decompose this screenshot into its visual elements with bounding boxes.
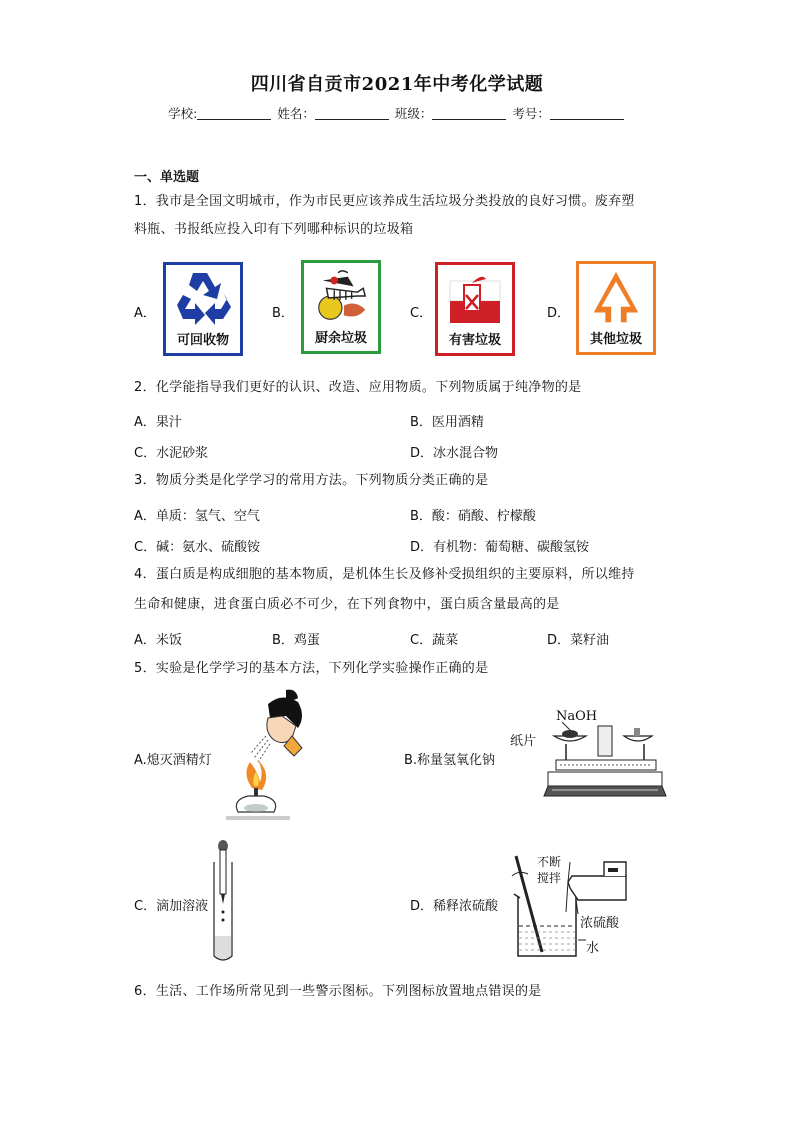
option-a-letter: A． — [134, 306, 156, 321]
q2-option-b[interactable]: B．医用酒精 — [410, 415, 484, 430]
q2-option-a[interactable]: A．果汁 — [134, 415, 182, 430]
question-4-line1: 4．蛋白质是构成细胞的基本物质，是机体生长及修补受损组织的主要原料，所以维持 — [134, 567, 635, 582]
option-c-letter: C． — [410, 306, 433, 321]
q3-option-a[interactable]: A．单质：氢气、空气 — [134, 509, 260, 524]
question-5: 5．实验是化学学习的基本方法，下列化学实验操作正确的是 — [134, 661, 489, 676]
option-a-caption: 可回收物 — [176, 333, 229, 348]
question-1 — [134, 188, 664, 244]
question-2: 2．化学能指导我们更好的认识、改造、应用物质。下列物质属于纯净物的是 — [134, 380, 582, 395]
water-label: 水 — [586, 941, 600, 956]
q5-option-d[interactable]: D．稀释浓硫酸 — [410, 899, 499, 914]
q4-option-b[interactable]: B．鸡蛋 — [272, 633, 320, 648]
option-b-letter: B． — [272, 306, 294, 321]
other-waste-icon — [583, 268, 649, 328]
q3-option-b[interactable]: B．酸：硝酸、柠檬酸 — [410, 509, 536, 524]
name-label: 姓名： — [277, 106, 315, 121]
hazardous-waste-sign[interactable] — [435, 262, 515, 356]
name-blank[interactable] — [315, 106, 389, 120]
hazard-battery-icon — [442, 269, 508, 329]
kitchen-waste-sign[interactable] — [301, 260, 381, 354]
student-info-line — [0, 104, 794, 122]
school-blank[interactable] — [197, 106, 271, 120]
q2-option-d[interactable]: D．冰水混合物 — [410, 446, 499, 461]
q3-option-d[interactable]: D．有机物：葡萄糖、碳酸氢铵 — [410, 540, 590, 555]
dilution-figure — [508, 852, 658, 962]
option-b-caption: 厨余垃圾 — [314, 331, 367, 346]
q5-option-a[interactable]: A.熄灭酒精灯 — [134, 753, 212, 768]
page-title: 四川省自贡市2021年中考化学试题 — [250, 74, 544, 95]
q5-option-c[interactable]: C．滴加溶液 — [134, 899, 209, 914]
naoh-label: NaOH — [556, 709, 598, 724]
section-title: 一、单选题 — [134, 170, 200, 185]
recycle-icon — [171, 269, 235, 329]
q4-option-c[interactable]: C．蔬菜 — [410, 633, 459, 648]
question-1-line2: 料瓶、书报纸应投入印有下列哪种标识的垃圾箱 — [134, 222, 414, 237]
school-label: 学校: — [168, 106, 198, 121]
question-3: 3．物质分类是化学学习的常用方法。下列物质分类正确的是 — [134, 473, 489, 488]
acid-label: 浓硫酸 — [580, 916, 620, 931]
q3-option-c[interactable]: C．碱：氨水、硫酸铵 — [134, 540, 261, 555]
balance-figure — [540, 720, 670, 804]
option-c-caption: 有害垃圾 — [448, 333, 501, 348]
question-1-line1: 1．我市是全国文明城市，作为市民更应该养成生活垃圾分类投放的良好习惯。废弃塑 — [134, 194, 635, 209]
q5-option-b[interactable]: B.称量氢氧化钠 — [404, 753, 496, 768]
blow-out-lamp-figure — [222, 688, 314, 828]
recyclable-sign[interactable] — [163, 262, 243, 356]
dropper-figure — [208, 840, 238, 966]
option-d-letter: D． — [547, 306, 571, 321]
food-scraps-icon — [308, 267, 374, 327]
class-label: 班级： — [394, 106, 433, 121]
option-d-caption: 其他垃圾 — [589, 332, 642, 347]
question-6: 6．生活、工作场所常见到一些警示图标。下列图标放置地点错误的是 — [134, 984, 542, 999]
q4-option-d[interactable]: D．菜籽油 — [547, 633, 610, 648]
q2-option-c[interactable]: C．水泥砂浆 — [134, 446, 209, 461]
stir-label-1: 不断 — [537, 855, 562, 869]
number-label: 考号： — [512, 106, 550, 121]
stir-label-2: 搅拌 — [537, 871, 562, 885]
question-4-line2: 生命和健康，进食蛋白质必不可少，在下列食物中，蛋白质含量最高的是 — [134, 597, 560, 612]
question-4 — [134, 561, 664, 619]
number-blank[interactable] — [550, 106, 624, 120]
breath-lines — [250, 736, 270, 762]
other-waste-sign[interactable] — [576, 261, 656, 355]
paper-label: 纸片 — [510, 734, 537, 749]
class-blank[interactable] — [432, 106, 506, 120]
q4-option-a[interactable]: A．米饭 — [134, 633, 182, 648]
